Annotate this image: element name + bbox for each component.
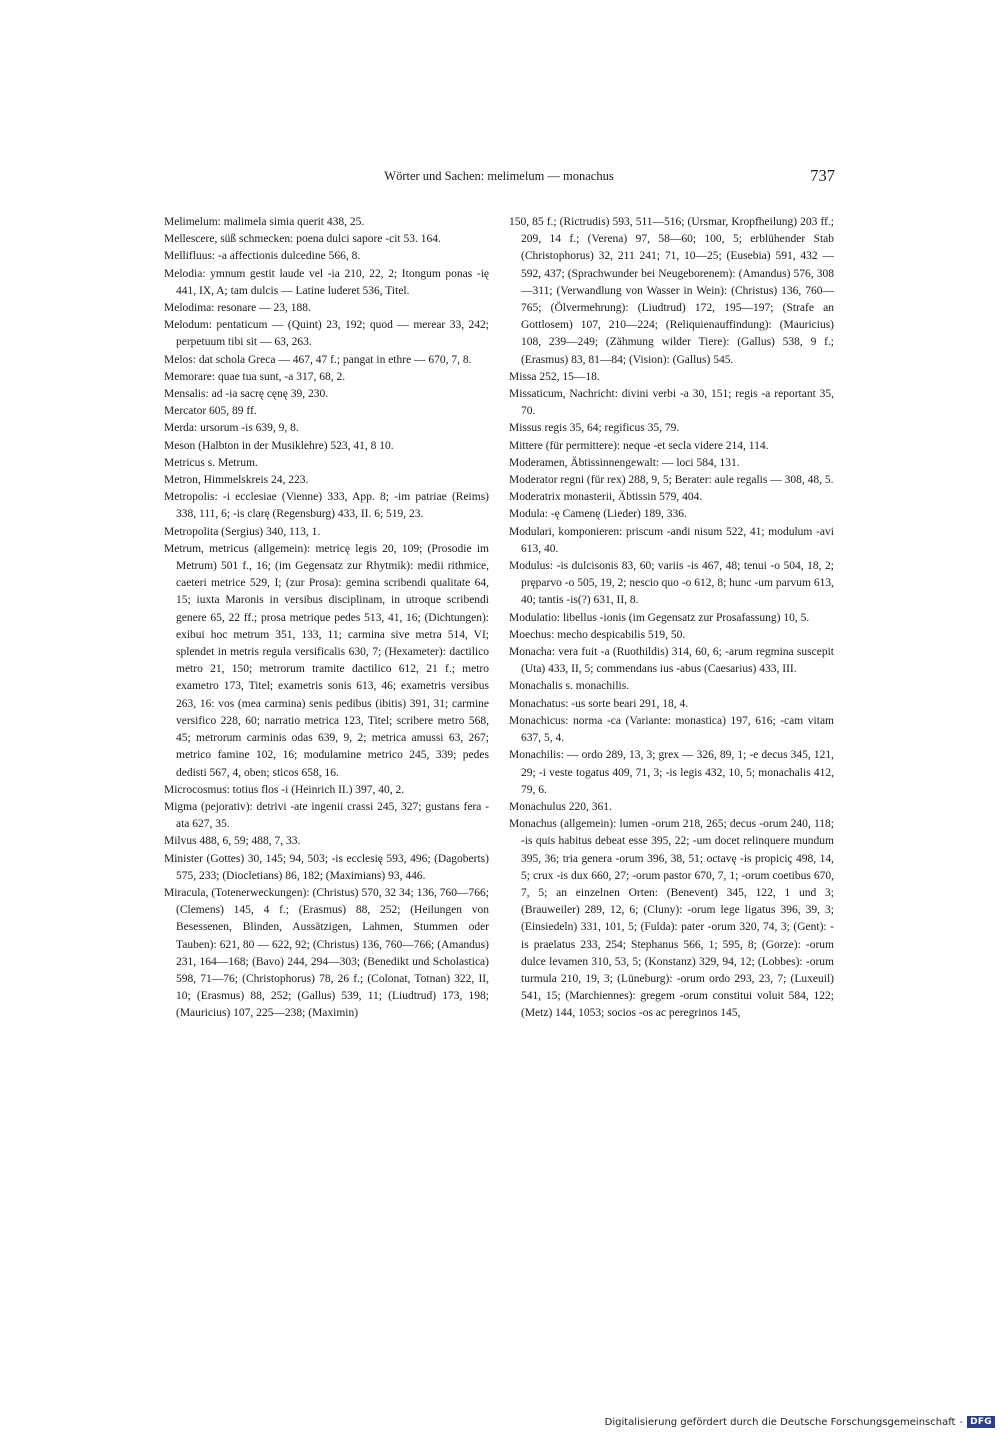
index-entry: 150, 85 f.; (Rictrudis) 593, 511—516; (Ursmar, Kropfheilung) 203 ff.; 209, 14 f.; (Verena) 97, 58—60; 100, 5; erblühender Stab (Christophorus) 32, 211 241; 71, 10—25; (Eusebia) 591, 432 — 592, 437; (Sprachwunder bei Neugeborenem): (Amandus) 576, 308—311; (Verwandlung von Wasser in Wein): (Christus) 136, 760—765; (Ölvermehrung): (Liudtrud) 172, 195—197; (Strafe an Gottlosem) 107, 210—224; (Reliquienauffindung): (Mauricius) 108, 239—249; (Zähmung wilder Tiere): (Gallus) 538, 9 f.; (Erasmus) 83, 81—84; (Vision): (Gallus) 545. bbox=[509, 216, 834, 366]
index-entry: Milvus 488, 6, 59; 488, 7, 33. bbox=[164, 835, 301, 848]
index-entry: Missaticum, Nachricht: divini verbi -a 30, 151; regis -a reportant 35, 70. bbox=[509, 388, 834, 418]
index-entry: Metricus s. Metrum. bbox=[164, 456, 258, 469]
index-entry: Moderamen, Äbtissinnengewalt: — loci 584, 131. bbox=[509, 456, 740, 469]
index-entry: Monachilis: — ordo 289, 13, 3; grex — 326, 89, 1; -e decus 345, 121, 29; -i veste togatus 409, 71, 3; -is legis 432, 10, 5; monachalis 412, 79, 6. bbox=[509, 749, 834, 796]
index-entry: Modulatio: libellus -ionis (im Gegensatz zur Prosafassung) 10, 5. bbox=[509, 611, 810, 624]
footer-text: Digitalisierung gefördert durch die Deutsche Forschungsgemeinschaft bbox=[604, 1416, 956, 1428]
index-entry: Miracula, (Totenerweckungen): (Christus) 570, 32 34; 136, 760—766; (Clemens) 145, 4 f.; (Erasmus) 88, 252; (Heilungen von Besessenen, Blinden, Aussätzigen, Lahmen, Stummen oder Tauben): 621, 80 — 622, 92; (Christus) 136, 760—766; (Amandus) 231, 164—168; (Bavo) 244, 294—303; (Benedikt und Scholastica) 598, 71—76; (Christophorus) 78, 26 f.; (Colonat, Totnan) 322, II, 10; (Erasmus) 88, 252; (Gallus) 539, 11; (Liudtrud) 173, 198; (Mauricius) 107, 225—238; (Maximin) bbox=[164, 886, 489, 1020]
index-entry: Mellifluus: -a affectionis dulcedine 566, 8. bbox=[164, 250, 361, 263]
index-entry: Monachulus 220, 361. bbox=[509, 800, 612, 813]
index-entry: Monacha: vera fuit -a (Ruothildis) 314, 60, 6; -arum regmina suscepit (Uta) 433, II, 5; commendans ius -abus (Caesarius) 433, III. bbox=[509, 646, 834, 676]
index-entry: Metropolis: -i ecclesiae (Vienne) 333, App. 8; -im patriae (Reims) 338, 111, 6; -is clarę (Regensburg) 433, II. 6; 519, 23. bbox=[164, 491, 489, 521]
index-entry: Migma (pejorativ): detrivi -ate ingenii crassi 245, 327; gustans fera -ata 627, 35. bbox=[164, 800, 489, 831]
index-entry: Metron, Himmelskreis 24, 223. bbox=[164, 474, 309, 487]
index-entry: Merda: ursorum -is 639, 9, 8. bbox=[164, 422, 299, 435]
index-entry: Moechus: mecho despicabilis 519, 50. bbox=[509, 628, 686, 641]
left-column bbox=[164, 214, 489, 1023]
index-entry: Monachalis s. monachilis. bbox=[509, 680, 630, 693]
index-entry: Mellescere, süß schmecken: poena dulci sapore -cit 53. 164. bbox=[164, 233, 441, 246]
footer-separator: - bbox=[959, 1416, 964, 1428]
index-entry: Metrum, metricus (allgemein): metricę legis 20, 109; (Prosodie im Metrum) 501 f., 16; (im Gegensatz zur Rhytmik): medii rithmice, caeteri metrice 529, I; (zur Prosa): gemina scribendi qualitate 64, 15; iuxta Maronis in versibus disciplinam, in utroque scribendi genere 65, 22 ff.; prosa metrique pedes 513, 41, 16; (Dichtungen): exibui hoc metrum 351, 133, 11; carmina sive metra 514, VI; splendet in metris regula versificalis 630, 7; (Hexameter): dactilico metro 21, 150; metrorum tramite dactilico 612, 21 f.; metro exametro 173, Titel; exametris sonis 613, 46; exametris versibus 263, 16: vos (mea carmina) senis pedibus (ibitis) 391, 31; carmine versifico 228, 60; narratio metrica 123, Titel; scribere metro 568, 45; metrorum carminis odas 639, 9, 2; metrica amussi 63, 267; metrico famine 102, 16; modulamine metrico 245, 339; pedes dedisti 567, 4, oben; sticos 658, 16. bbox=[164, 542, 489, 779]
page-header-title: Wörter und Sachen: melimelum — monachus bbox=[384, 169, 614, 183]
running-header bbox=[163, 166, 835, 193]
index-entry: Monachatus: -us sorte beari 291, 18, 4. bbox=[509, 697, 689, 710]
index-entry: Modula: -ę Camenę (Lieder) 189, 336. bbox=[509, 508, 687, 521]
index-entry: Missa 252, 15—18. bbox=[509, 370, 600, 383]
index-entry: Melodum: pentaticum — (Quint) 23, 192; quod — merear 33, 242; perpetuum tibi sit — 63, 263. bbox=[164, 319, 489, 349]
index-entry: Modulus: -is dulcisonis 83, 60; variis -is 467, 48; tenui -o 504, 18, 2; pręparvo -o 505, 19, 2; nescio quo -o 612, 8; hunc -um parvum 613, 40; tantis -is(?) 631, II, 8. bbox=[509, 560, 834, 607]
index-entry: Memorare: quae tua sunt, -a 317, 68, 2. bbox=[164, 370, 346, 383]
right-column bbox=[509, 214, 834, 1023]
index-entry: Monachus (allgemein): lumen -orum 218, 265; decus -orum 240, 118; -is quis habitus debeat esse 395, 22; -um docet relinquere mundum 395, 36; tria genera -orum 396, 38, 51; octavę -is propiciç 498, 14, 5; crux -is dux 660, 27; -orum pastor 670, 7, 1; -orum coetibus 670, 7, 5; an einzelnen Orten: (Benevent) 345, 122, 1 und 3; (Brauweiler) 289, 12, 6; (Cluny): -orum lege ligatus 396, 39, 3; (Einsiedeln) 331, 101, 5; (Fulda): pater -orum 320, 74, 3; (Gent): -is praelatus 233, 254; Stephanus 566, 1; 595, 8; (Gorze): -orum dulce levamen 310, 53, 5; (Konstanz) 329, 94, 12; (Lobbes): -orum turmula 210, 19, 3; (Lüneburg): -orum ordo 293, 23, 7; (Luxeuil) 541, 15; (Marchiennes): gregem -orum constitui voluit 584, 122; (Metz) 144, 1053; socios -os ac peregrinos 145, bbox=[509, 818, 834, 1020]
index-entry: Mercator 605, 89 ff. bbox=[164, 405, 257, 418]
index-entry: Monachicus: norma -ca (Variante: monastica) 197, 616; -cam vitam 637, 5, 4. bbox=[509, 714, 834, 745]
page-number: 737 bbox=[810, 166, 835, 185]
index-entry: Melos: dat schola Greca — 467, 47 f.; pangat in ethre — 670, 7, 8. bbox=[164, 353, 472, 366]
index-entry: Meson (Halbton in der Musiklehre) 523, 41, 8 10. bbox=[164, 439, 394, 452]
index-entry: Melodia: ymnum gestit laude vel -ia 210, 22, 2; Itongum ponas -ię 441, IX, A; tam dulcis — Latine luderet 536, Titel. bbox=[164, 267, 489, 297]
index-entry: Melimelum: malimela simia querit 438, 25. bbox=[164, 216, 365, 228]
index-entry: Melodima: resonare — 23, 188. bbox=[164, 302, 311, 315]
index-entry: Metropolita (Sergius) 340, 113, 1. bbox=[164, 525, 321, 538]
index-entry: Moderator regni (für rex) 288, 9, 5; Berater: aule regalis — 308, 48, 5. bbox=[509, 474, 834, 487]
dfg-logo: DFG bbox=[967, 1416, 995, 1428]
index-entry: Moderatrix monasterii, Äbtissin 579, 404. bbox=[509, 491, 703, 504]
index-entry: Missus regis 35, 64; regificus 35, 79. bbox=[509, 422, 680, 435]
funding-footer bbox=[600, 1414, 995, 1430]
index-entry: Modulari, komponieren: priscum -andi nisum 522, 41; modulum -avi 613, 40. bbox=[509, 525, 834, 555]
index-entry: Minister (Gottes) 30, 145; 94, 503; -is ecclesię 593, 496; (Dagoberts) 575, 233; (Diocletians) 86, 182; (Maximians) 93, 446. bbox=[164, 852, 489, 882]
index-entry: Mensalis: ad -ia sacrę cęnę 39, 230. bbox=[164, 388, 329, 401]
index-entry: Mittere (für permittere): neque -et secla videre 214, 114. bbox=[509, 439, 769, 452]
index-entry: Microcosmus: totius flos -i (Heinrich II.) 397, 40, 2. bbox=[164, 783, 405, 796]
